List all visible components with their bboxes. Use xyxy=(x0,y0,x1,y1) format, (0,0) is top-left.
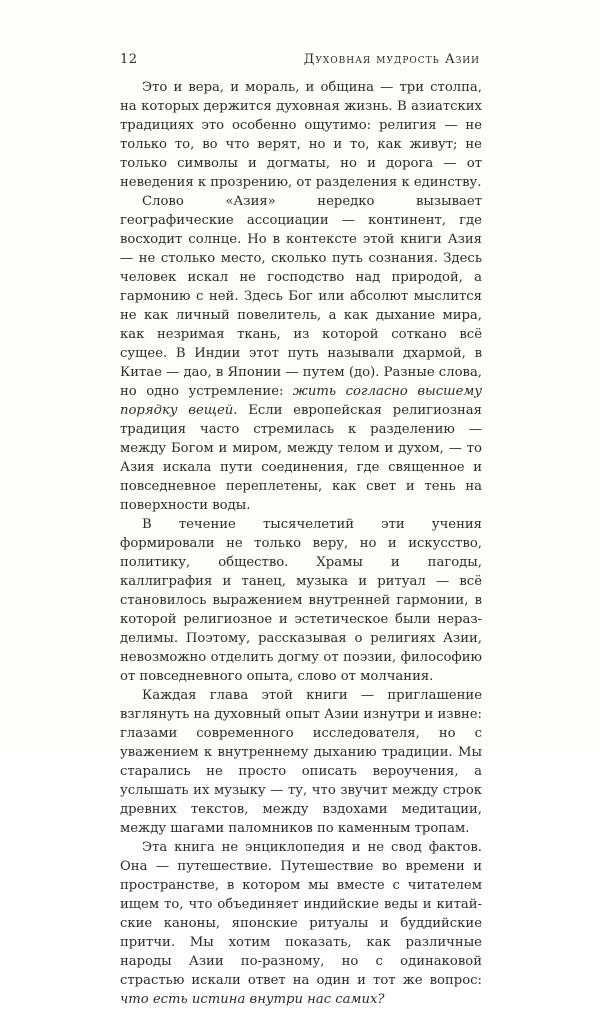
paragraph-text: В течение тысячелетий эти учения формировали не только веру, но и искусство, политику, общество. Храмы и пагоды, каллиграфия и танец, музыка и ритуал — всё становилось выражением внутренней гармонии, в которой религиозное и эстетическое были неразделимы. Поэтому, рассказывая о религиях Азии, невозможно отделить догму от поэзии, философию от повседневного опыта, слово от молчания. xyxy=(120,517,482,684)
paragraph-text: Это и вера, и мораль, и община — три столпа, на которых держится духовная жизнь. В азиатских традициях это особенно ощутимо: религия — не только то, во что верят, но и то, как живут; не только символы и догматы, но и дорога — от неведения к прозрению, от разделения к единству. xyxy=(120,80,482,190)
running-title: Духовная мудрость Азии xyxy=(303,52,480,67)
body-text xyxy=(120,78,482,1009)
paragraph-4 xyxy=(120,686,482,838)
paragraph-3 xyxy=(120,515,482,686)
paragraph-text: Слово «Азия» нередко вызывает географические ассоциации — континент, где восходит солнце. Но в контексте этой книги Азия — не столько место, сколько путь сознания. Здесь человек искал не господство над природой, а гармонию с ней. Здесь Бог или абсолют мыслится не как личный повелитель, а как дыхание мира, как незримая ткань, из которой соткано всё сущее. В Индии этот путь называли дхармой, в Китае — дао, в Японии — путем (до). Разные слова, но одно устремление: xyxy=(120,194,482,399)
paragraph-text: Каждая глава этой книги — приглашение взглянуть на духовный опыт Азии изнутри и извне: глазами современного исследователя, но с уважением к внутреннему дыханию традиции. Мы старались не просто описать вероучения, а услышать их музыку — ту, что звучит между строк древних текстов, между вздохами медитации, между шагами паломников по каменным тропам. xyxy=(120,688,482,836)
paragraph-text: . Если европейская религиозная традиция часто стремилась к разделению — между Богом и миром, между телом и духом, — то Азия искала пути соединения, где священное и повседневное переплетены, как свет и тень на поверхности воды. xyxy=(120,403,482,513)
paragraph-5 xyxy=(120,838,482,1009)
page-number: 12 xyxy=(120,52,138,67)
page-header xyxy=(120,52,480,72)
paragraph-text: Эта книга не энциклопедия и не свод фактов. Она — путешествие. Путешествие во времени и пространстве, в котором мы вместе с читателем ищем то, что объединяет индийские веды и китайские каноны, японские ритуалы и буддийские притчи. Мы хотим показать, как различные народы Азии по-разному, но с одинаковой страстью искали ответ на один и тот же вопрос: xyxy=(120,840,482,988)
emphasis-phrase: что есть истина внутри нас самих? xyxy=(120,992,385,1007)
paragraph-1 xyxy=(120,78,482,192)
emphasis-phrase: жить согласно высшему порядку вещей xyxy=(120,384,482,418)
paragraph-2 xyxy=(120,192,482,515)
